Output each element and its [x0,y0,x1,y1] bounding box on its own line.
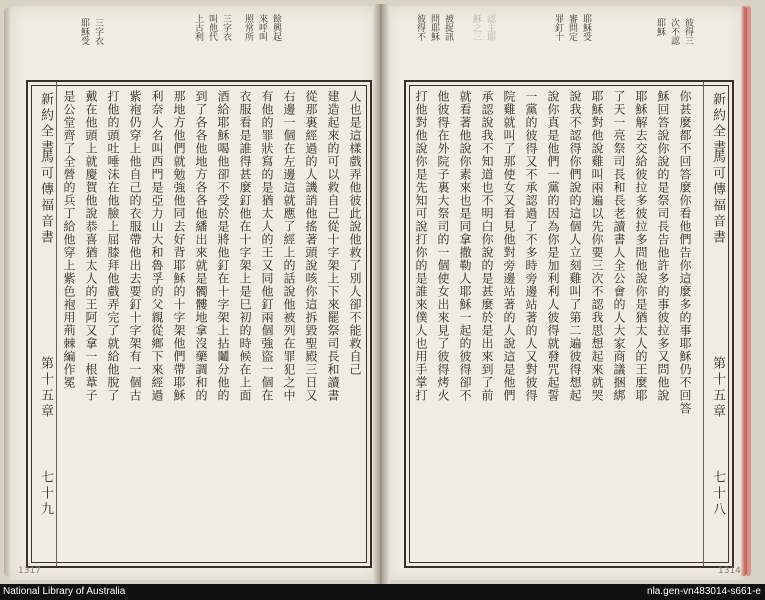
right-margin-note: 次不認 [669,18,679,45]
right-text-column: 他彼得在外院子裏大祭司的一個使女出來見了彼得烤火 [436,90,450,402]
left-text-column: 到了各各他地方各各他繙出來就是髑髏地拿沒藥調和的 [194,90,208,402]
right-page-number: 七十八 [710,470,725,518]
right-chapter: 第十五章 [710,356,725,420]
left-text-column: 衣服看是誰得甚麼釘他在十字架上是巳初的時候在上面 [238,90,252,402]
right-pencil-number: 1314 [718,566,741,576]
right-margin-note: 彼得不 [415,14,425,41]
left-margin-note: 照常所 [243,14,253,41]
left-page-number: 七十九 [38,470,53,518]
left-text-column: 建造起來的可以救自己從十字架上下來罷祭司長和讀書 [326,90,340,402]
right-margin-note: 問耶穌 [429,14,439,41]
right-book-title: 新約全書 [710,92,725,156]
left-text-column: 人也是這樣戲弄他彼此說他救了別人卻不能救自己 [348,90,362,376]
right-text-column: 你甚麼都不回答麼你看他們告你這麼多的事耶穌仍不回答 [678,90,692,415]
right-text-column: 承認說我不知道也不明白你說的是甚麼於是出來到了前 [480,90,494,402]
left-margin-note: 叫他代 [207,14,217,41]
left-margin-note: 上古利 [193,14,203,41]
library-credit-bar [0,584,765,600]
right-text-column: 說你真是他們一黨的因為你是加利利人彼得就發咒起誓 [546,90,560,402]
left-chapter: 第十五章 [38,356,53,420]
right-margin-note-faint: 穌之三 [471,14,481,41]
left-text-column: 右邊一個在左邊這就應了經上的話說他被列在罪犯之中 [282,90,296,402]
right-margin-note: 耶穌受 [581,14,591,41]
right-margin-note: 審問定 [567,14,577,41]
right-text-column: 說我不認得你們說的這個人立刻雞叫了第二遍彼得想起 [568,90,582,402]
right-text-column: 打他對他說你是先知可說打你的是誰來僕人也用手掌打 [414,90,428,402]
left-margin-note: 三字衣 [93,18,103,45]
right-gospel-name: 馬可傳福音書 [710,150,725,246]
book-gutter [372,4,390,584]
left-margin-note: 三字衣 [221,14,231,41]
right-text-column: 院雞就叫了那使女又看見他對旁邊站著的人說這是他們 [502,90,516,402]
left-text-column: 戴在他頭上就慶賀他說恭喜猶太人的王阿又拿一根葦子 [84,90,98,402]
left-text-column: 打他的頭吐唾沫在他臉上屈膝拜他戲弄完了就給他脫了 [106,90,120,402]
left-text-column: 從那裏經過的人譏誚他搖著頭說咳你這拆毀聖殿三日又 [304,90,318,402]
right-text-column: 了天一亮祭司長和長老讀書人全公會的人大家商議捆綁 [612,90,626,402]
left-book-title: 新約全書 [38,92,53,156]
right-header-rule [703,82,704,566]
left-header-rule [56,82,57,566]
right-text-column: 一黨的彼得又不承認過了不多時旁邊站著的人又對彼得 [524,90,538,402]
left-margin-note: 來呼叫 [257,14,267,41]
right-text-column: 耶穌對他說雞叫兩遍以先你要三次不認我思想起來就哭 [590,90,604,402]
right-margin-note: 彼得三 [683,18,693,45]
right-text-column: 穌回答說你說的是祭司長告他許多的事彼拉多又問他說 [656,90,670,402]
right-margin-note-faint: 認主耶 [485,14,495,41]
right-text-column: 耶穌解去交給彼拉多彼拉多問他說你是猶太人的王麼耶 [634,90,648,402]
left-text-column: 那地方他們就勉強他同去好背耶穌的十字架他們帶耶穌 [172,90,186,402]
library-name: National Library of Australia [3,586,126,597]
left-text-column: 酒給耶穌喝他卻不受於是將他釘在十字架上拈鬮分他的 [216,90,230,402]
left-text-column: 有他的罪狀寫的是猶太人的王又同他釘兩個強盜一個在 [260,90,274,402]
record-id: nla.gen-vn483014-s661-e [647,586,761,597]
left-text-column: 是公堂齊了全營的兵丁給他穿上紫色袍用荊棘編作冕 [62,90,76,389]
right-text-column: 就看著他說你素來也是同拿撒勒人耶穌一起的彼得卻不 [458,90,472,402]
right-margin-note: 耶穌 [655,18,665,36]
left-text-column: 利奈人名叫西門是亞力山大和魯孚的父親從鄉下來經過 [150,90,164,402]
left-margin-note: 餘興起 [271,14,281,41]
left-margin-note: 耶穌受 [79,18,89,45]
left-text-column: 紫袍仍穿上他自己的衣服帶他出去要釘十字架有一個古 [128,90,142,402]
right-margin-note: 罪釘十 [553,14,563,41]
left-pencil-number: 1317 [18,566,41,576]
left-gospel-name: 馬可傳福音書 [38,150,53,246]
red-page-edge-inner [747,6,751,576]
right-margin-note: 被捉訊 [443,14,453,41]
